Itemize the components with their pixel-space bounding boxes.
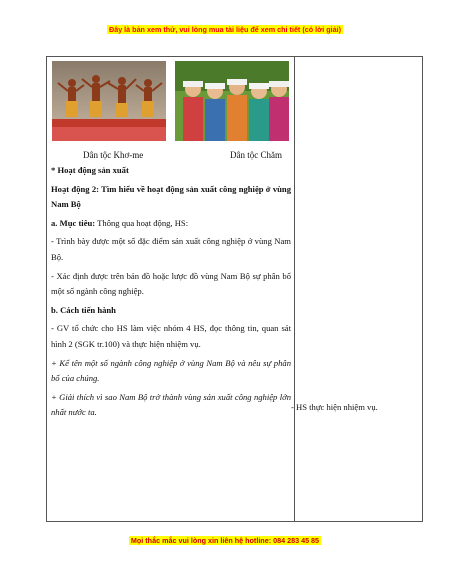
- lesson-table: [46, 56, 423, 522]
- khmer-dance-photo: [52, 61, 166, 141]
- procedure-item: - GV tổ chức cho HS làm việc nhóm 4 HS, đọc thông tin, quan sát hình 2 (SGK tr.100) và thực hiện nhiệm vụ.: [51, 323, 291, 349]
- teacher-activity-column: [47, 57, 295, 522]
- procedure-heading: b. Cách tiến hành: [51, 304, 116, 315]
- cham-women-photo: [175, 61, 289, 141]
- hotline-banner-text: Mọi thắc mắc vui lòng xin liên hệ hotline: 084 283 45 85: [130, 536, 320, 545]
- preview-banner-text: Đây là bản xem thử, vui lòng mua tài liệu để xem chi tiết (có lời giải): [109, 25, 341, 34]
- hotline-banner: [0, 535, 450, 547]
- student-note: - HS thực hiện nhiệm vụ.: [291, 402, 378, 412]
- task-item: + Kể tên một số ngành công nghiệp ở vùng Nam Bộ và nêu sự phân bố của chúng.: [51, 357, 291, 384]
- activity-title: Hoạt động 2: Tìm hiểu về hoạt động sản xuất công nghiệp ở vùng Nam Bộ: [51, 183, 291, 210]
- objective-line: [51, 216, 291, 232]
- objective-item: - Trình bày được một số đặc điểm sản xuất công nghiệp ở vùng Nam Bộ.: [51, 236, 291, 262]
- photo-captions: [51, 150, 291, 160]
- student-activity-column: [295, 57, 423, 522]
- cham-caption: Dân tộc Chăm: [230, 150, 282, 160]
- photo-row: [51, 61, 291, 141]
- objective-item: - Xác định được trên bản đồ hoặc lược đồ vùng Nam Bộ sự phân bố một số ngành công nghiệp.: [51, 270, 291, 297]
- section-heading: * Hoạt động sản xuất: [51, 165, 129, 175]
- objective-text: Thông qua hoạt động, HS:: [95, 217, 189, 228]
- objective-label: a. Mục tiêu:: [51, 217, 96, 228]
- preview-banner: [0, 24, 450, 36]
- khmer-caption: Dân tộc Khơ-me: [83, 150, 144, 160]
- task-item: + Giải thích vì sao Nam Bộ trở thành vùng sản xuất công nghiệp lớn nhất nước ta.: [51, 391, 291, 418]
